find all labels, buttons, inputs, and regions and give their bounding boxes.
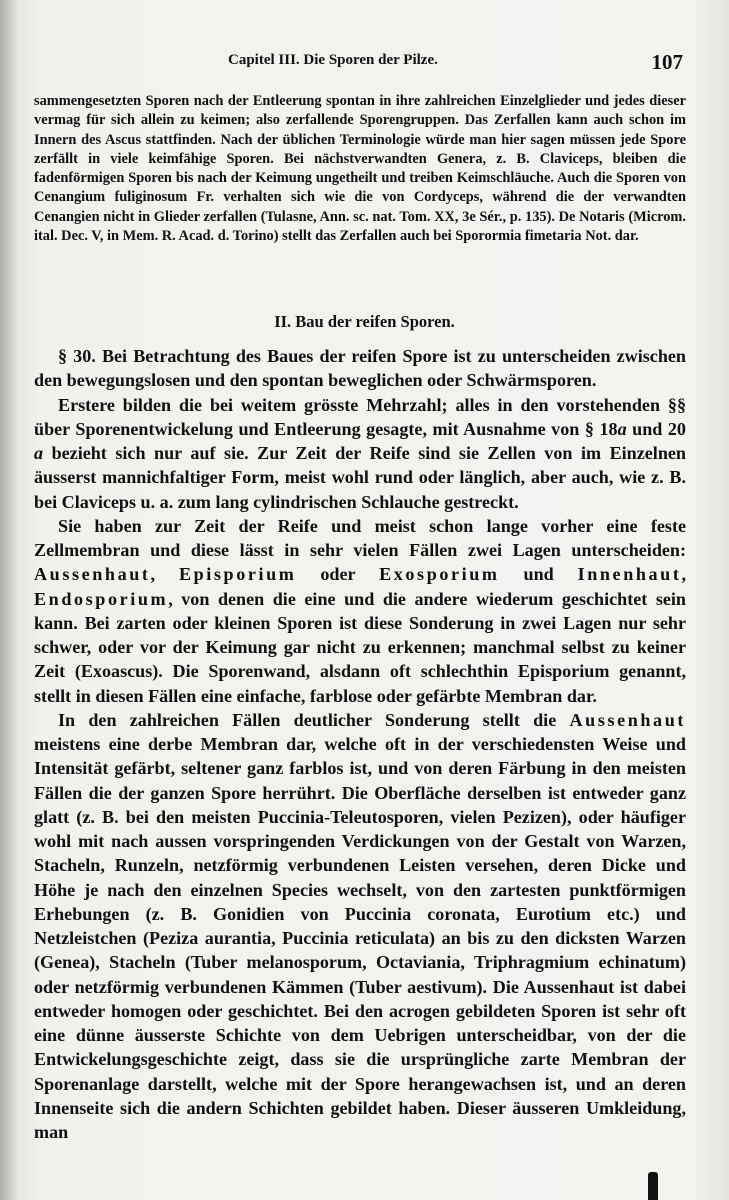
term-episporium: Episporium xyxy=(178,564,297,585)
page-header xyxy=(0,50,729,80)
term-innenhaut: Innenhaut xyxy=(577,564,682,585)
continuation-paragraph: sammengesetzten Sporen nach der Entleerung spontan in ihre zahlreichen Einzelglieder und jedes dieser vermag für sich allein zu keimen; also zerfallende Sporengruppen. Das Zerfallen kann auch schon im Innern des Ascus stattfinden. Nach der üblichen Terminologie würde man hier sagen müssen jede Spore zerfällt in viele keimfähige Sporen. Bei nächstverwandten Genera, z. B. Claviceps, bleiben die fadenförmigen Sporen bis nach der Keimung ungetheilt und treiben Keimschläuche. Auch die Sporen von Cenangium fuliginosum Fr. verhalten sich wie die von Cordyceps, während die der verwandten Cenangien nicht in Glieder zerfallen (Tulasne, Ann. sc. nat. Tom. XX, 3e Sér., p. 135). De Notaris (Microm. ital. Dec. V, in Mem. R. Acad. d. Torino) stellt das Zerfallen auch bei Sporormia fimetaria Not. dar. xyxy=(34,93,686,245)
section-heading: II. Bau der reifen Sporen. xyxy=(274,312,455,331)
term-exosporium: Exosporium xyxy=(379,564,500,585)
paragraph-erstere: Erstere bilden die bei weitem grösste Mehrzahl; alles in den vorstehenden §§ über Sporenentwickelung und Entleerung gesagte, mit Ausnahme von § 18a und 20 a bezieht sich nur auf sie. Zur Zeit der Reife sind sie Zellen von im Einzelnen äusserst mannichfaltiger Form, meist wohl rund oder länglich, aber auch, wie z. B. bei Claviceps u. a. zum lang cylindrischen Schlauche gestreckt. xyxy=(34,394,686,512)
running-head: Capitel III. Die Sporen der Pilze. xyxy=(228,52,438,68)
paragraph-30: § 30. Bei Betrachtung des Baues der reifen Spore ist zu unterscheiden zwischen den bewegungslosen und den spontan beweglichen oder Schwärmsporen. xyxy=(34,346,686,391)
paragraph-zellmembran: Sie haben zur Zeit der Reife und meist schon lange vorher eine feste Zellmembran und diese lässt in sehr vielen Fällen zwei Lagen unterscheiden: Aussenhaut, Episporium oder Exosporium und Innenhaut, Endosporium, von denen die eine und die andere wiederum geschichtet sein kann. Bei zarten oder kleinen Sporen ist diese Sonderung in zwei Lagen nur sehr schwer, oder vor der Keimung gar nicht zu erkennen; manchmal selbst zu keiner Zeit (Exoascus). Die Sporenwand, alsdann oft schlechthin Episporium genannt, stellt in diesen Fällen eine einfache, farblose oder gefärbte Membran dar. xyxy=(34,515,686,706)
term-aussenhaut-2: Aussenhaut xyxy=(569,709,686,730)
paragraph-aussenhaut: In den zahlreichen Fällen deutlicher Sonderung stellt die Aussenhaut meistens eine derbe Membran dar, welche oft in der verschiedensten Weise und Intensität gefärbt, seltener ganz farblos ist, und von deren Färbung in den meisten Fällen die der ganzen Spore herrührt. Die Oberfläche derselben ist entweder ganz glatt (z. B. bei den meisten Puccinia-Teleutosporen, vielen Pezizen), oder häufiger wohl mit nach aussen vorspringenden Verdickungen von der Gestalt von Warzen, Stacheln, Runzeln, netzförmig verbundenen Leisten versehen, deren Dicke und Höhe je nach den einzelnen Species wechselt, von den zartesten punktförmigen Erhebungen (z. B. Gonidien von Puccinia coronata, Eurotium etc.) und Netzleistchen (Peziza aurantia, Puccinia reticulata) an bis zu den dicksten Warzen (Genea), Stacheln (Tuber melanosporum, Octaviania, Triphragmium echinatum) oder netzförmig verbundenen Kämmen (Tuber aestivum). Die Aussenhaut ist dabei entweder homogen oder geschichtet. Bei den acrogen gebildeten Sporen ist sehr oft eine dünne äusserste Schichte von dem Uebrigen unterscheidbar, von der die Entwickelungsgeschichte zeigt, dass sie die ursprüngliche zarte Membran der Sporenanlage darstellt, welche mit der Spore herangewachsen ist, und an deren Innenseite sich die andern Schichten gebildet haben. Dieser äusseren Umkleidung, man xyxy=(34,709,686,1142)
body-text xyxy=(34,344,686,1144)
scan-artifact xyxy=(648,1172,658,1200)
binding-shadow xyxy=(0,0,18,1200)
term-aussenhaut: Aussenhaut xyxy=(34,564,151,585)
term-endosporium: Endosporium xyxy=(34,588,169,609)
page-number: 107 xyxy=(651,50,683,74)
